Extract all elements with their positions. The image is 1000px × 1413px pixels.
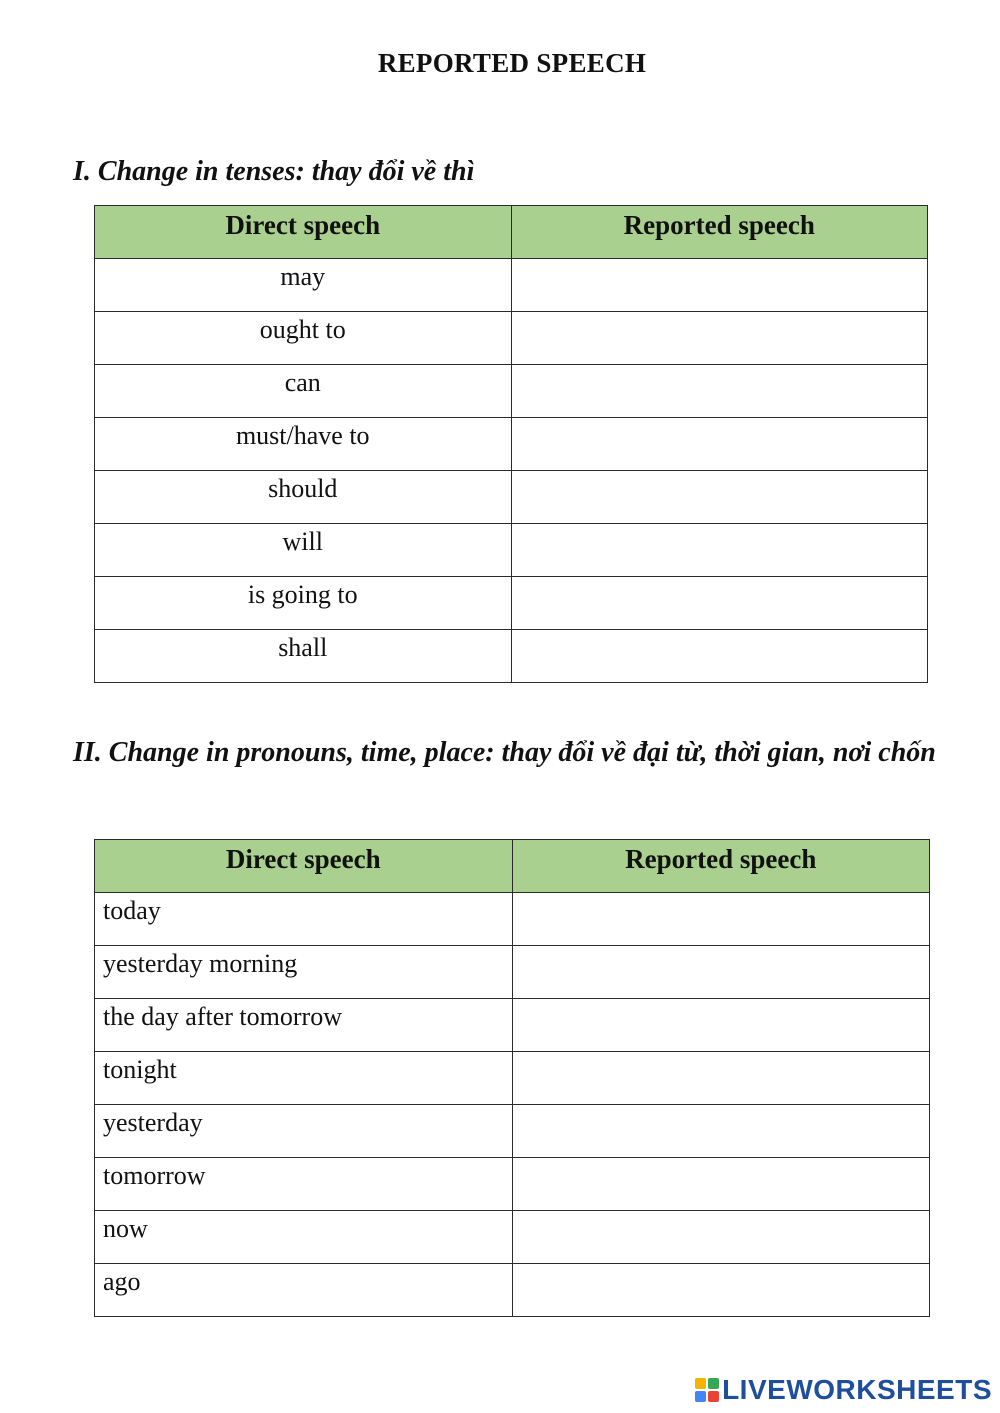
reported-speech-answer-cell[interactable]: [512, 1052, 930, 1105]
logo-square: [708, 1378, 719, 1389]
reported-speech-answer-cell[interactable]: [511, 524, 928, 577]
reported-speech-answer-cell[interactable]: [511, 577, 928, 630]
direct-speech-cell: will: [95, 524, 512, 577]
logo-square: [695, 1391, 706, 1402]
table-row: [95, 893, 930, 946]
direct-speech-cell: must/have to: [95, 418, 512, 471]
table-row: [95, 365, 928, 418]
table-row: [95, 1264, 930, 1317]
logo-square: [708, 1391, 719, 1402]
liveworksheets-logo: [695, 1374, 992, 1406]
direct-speech-cell: yesterday morning: [95, 946, 513, 999]
reported-speech-answer-cell[interactable]: [512, 1264, 930, 1317]
pronouns-time-place-table: [94, 839, 930, 1317]
liveworksheets-logo-icon: [695, 1378, 719, 1402]
reported-speech-answer-cell[interactable]: [512, 1105, 930, 1158]
reported-speech-answer-cell[interactable]: [511, 312, 928, 365]
reported-speech-answer-cell[interactable]: [512, 946, 930, 999]
table-row: [95, 524, 928, 577]
direct-speech-cell: is going to: [95, 577, 512, 630]
reported-speech-answer-cell[interactable]: [511, 365, 928, 418]
table-row: [95, 1052, 930, 1105]
direct-speech-cell: now: [95, 1211, 513, 1264]
direct-speech-cell: ought to: [95, 312, 512, 365]
section-heading-pronouns-time-place: II. Change in pronouns, time, place: thay đổi về đại từ, thời gian, nơi chốn: [73, 737, 936, 768]
direct-speech-cell: today: [95, 893, 513, 946]
reported-speech-answer-cell[interactable]: [511, 630, 928, 683]
direct-speech-cell: tomorrow: [95, 1158, 513, 1211]
direct-speech-cell: ago: [95, 1264, 513, 1317]
direct-speech-cell: should: [95, 471, 512, 524]
reported-speech-answer-cell[interactable]: [511, 259, 928, 312]
direct-speech-cell: yesterday: [95, 1105, 513, 1158]
column-header-reported: Reported speech: [512, 840, 930, 893]
table-header-row: [95, 840, 930, 893]
table-row: [95, 946, 930, 999]
logo-wordmark: LIVEWORKSHEETS: [722, 1374, 992, 1405]
page-title: REPORTED SPEECH: [377, 48, 647, 78]
table-row: [95, 471, 928, 524]
direct-speech-cell: the day after tomorrow: [95, 999, 513, 1052]
table-row: [95, 1158, 930, 1211]
table-row: [95, 1211, 930, 1264]
column-header-direct: Direct speech: [95, 206, 512, 259]
tenses-table: [94, 205, 928, 683]
table-row: [95, 577, 928, 630]
column-header-direct: Direct speech: [95, 840, 513, 893]
table-row: [95, 312, 928, 365]
section-heading-tenses: I. Change in tenses: thay đổi về thì: [73, 156, 475, 187]
table-row: [95, 418, 928, 471]
direct-speech-cell: can: [95, 365, 512, 418]
direct-speech-cell: may: [95, 259, 512, 312]
logo-square: [695, 1378, 706, 1389]
table-row: [95, 999, 930, 1052]
table-row: [95, 259, 928, 312]
reported-speech-answer-cell[interactable]: [512, 1211, 930, 1264]
reported-speech-answer-cell[interactable]: [512, 999, 930, 1052]
direct-speech-cell: tonight: [95, 1052, 513, 1105]
direct-speech-cell: shall: [95, 630, 512, 683]
reported-speech-answer-cell[interactable]: [512, 893, 930, 946]
reported-speech-answer-cell[interactable]: [511, 418, 928, 471]
table-row: [95, 1105, 930, 1158]
table-header-row: [95, 206, 928, 259]
reported-speech-answer-cell[interactable]: [511, 471, 928, 524]
table-row: [95, 630, 928, 683]
column-header-reported: Reported speech: [511, 206, 928, 259]
reported-speech-answer-cell[interactable]: [512, 1158, 930, 1211]
